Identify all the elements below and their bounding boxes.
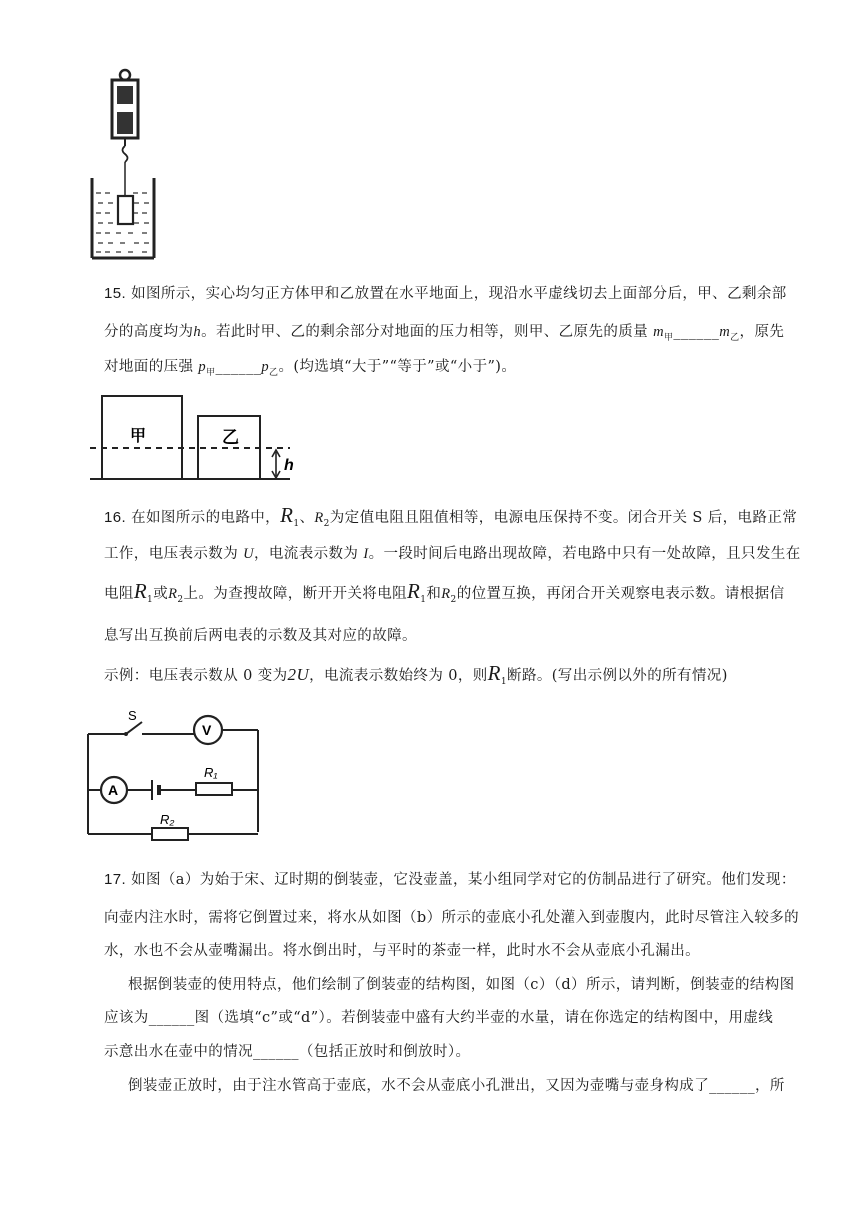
q17-text-7: 倒装壶正放时，由于注水管高于壶底，水不会从壶底小孔泄出，又因为壶嘴与壶身构成了______，所	[128, 1078, 785, 1094]
twoU-symbol: 2U	[287, 665, 310, 684]
R-symbol: R	[441, 586, 451, 602]
q15-text-1: 如图所示，实心均匀正方体甲和乙放置在水平地面上，现沿水平虚线切去上面部分后，甲、乙剩余部	[131, 286, 787, 302]
q17-text-4: 根据倒装壶的使用特点，他们绘制了倒装壶的结构图，如图（c）（d）所示，请判断，倒装壶的结构图	[128, 977, 795, 993]
example-text-a: 示例：电压表示数从 0 变为	[104, 668, 288, 684]
q15-number: 15.	[104, 285, 127, 302]
q15-line-2	[104, 322, 784, 348]
switch-label: S	[128, 708, 137, 723]
I-symbol: I	[363, 546, 369, 562]
sub-2: 2	[323, 519, 330, 529]
q17-line-7	[128, 1076, 785, 1096]
q16-text-3b: 上。为查搜故障，断开开关将电阻	[183, 586, 407, 602]
q17-text-6: 示意出水在壶中的情况______（包括正放时和倒放时）。	[104, 1044, 471, 1060]
q15-text-3b: 。(均选填“大于”“等于”或“小于”)。	[278, 359, 517, 375]
m-symbol: m	[719, 324, 731, 340]
q15-text-2c: ，原先	[739, 324, 785, 340]
q16-text-3a: 电阻	[104, 586, 134, 602]
sub-1: 1	[293, 519, 300, 529]
cubes-figure	[90, 390, 310, 486]
example-text-b: ，电流表示数始终为 0，则	[309, 668, 488, 684]
sub-yi: 乙	[269, 368, 279, 378]
sub-jia: 甲	[663, 333, 674, 343]
h-symbol: h	[193, 324, 202, 340]
r2-label: R₂	[160, 812, 175, 827]
sub-yi: 乙	[730, 333, 740, 343]
q15-text-3a: 对地面的压强	[104, 359, 194, 375]
q16-text-3c: 的位置互换，再闭合开关观察电表示数。请根据信	[456, 586, 785, 602]
R-symbol: R	[407, 579, 421, 603]
q17-line-4	[128, 975, 795, 995]
q16-line-2	[104, 544, 801, 564]
blank-pressure[interactable]: ______	[215, 359, 262, 375]
q17-line-3	[104, 941, 700, 961]
R-symbol: R	[133, 579, 148, 603]
sub-2: 2	[177, 595, 184, 605]
label-yi: 乙	[222, 428, 239, 447]
voltmeter-label: V	[202, 722, 212, 738]
q17-line-2	[104, 908, 799, 928]
q15-line-3	[104, 357, 516, 383]
q17-text-5: 应该为______图（选填“c”或“d”）。若倒装壶中盛有大约半壶的水量，请在你选定的结构图中，用虚线	[104, 1010, 774, 1026]
spring-scale-figure	[88, 66, 160, 262]
R-symbol: R	[487, 661, 501, 685]
q16-line-1	[104, 503, 798, 534]
m-symbol: m	[653, 324, 664, 340]
q16-text-2b: ，电流表示数为	[254, 546, 359, 562]
q15-line-1	[104, 284, 787, 304]
example-text-c: 断路。(写出示例以外的所有情况)	[507, 668, 728, 684]
q16-line-4	[104, 626, 417, 646]
or-text: 或	[153, 586, 169, 602]
sub-1: 1	[500, 677, 508, 687]
sub-jia: 甲	[206, 368, 216, 378]
q16-line-3	[104, 579, 785, 610]
q15-text-2b: 。若此时甲、乙的剩余部分对地面的压力相等，则甲、乙原先的质量	[201, 324, 649, 340]
label-jia: 甲	[130, 428, 147, 445]
separator: 、	[299, 510, 315, 526]
p-symbol: p	[198, 359, 207, 375]
q17-line-5	[104, 1008, 773, 1028]
q16-text-2a: 工作，电压表示数为	[104, 546, 239, 562]
ammeter-label: A	[108, 782, 119, 798]
and-text: 和	[426, 586, 442, 602]
q16-number: 16.	[104, 509, 127, 526]
q17-text-2: 向壶内注水时，需将它倒置过来，将水从如图（b）所示的壶底小孔处灌入到壶腹内，此时尽管注入较多的	[104, 910, 800, 926]
q17-line-1	[104, 870, 796, 890]
q15-text-2a: 分的高度均为	[104, 324, 194, 340]
q16-example	[104, 661, 728, 692]
q17-text-1: 如图（a）为始于宋、辽时期的倒装壶，它没壶盖，某小组同学对它的仿制品进行了研究。他们发现：	[131, 872, 796, 888]
sub-1: 1	[420, 595, 427, 605]
q17-line-6	[104, 1042, 470, 1062]
blank-mass[interactable]: ______	[673, 324, 720, 340]
p-symbol: p	[261, 359, 270, 375]
label-h: h	[284, 457, 294, 474]
circuit-figure	[80, 706, 270, 846]
q17-text-3: 水，水也不会从壶嘴漏出。将水倒出时，与平时的茶壶一样，此时水不会从壶底小孔漏出。	[104, 943, 700, 959]
q16-text-4: 息写出互换前后两电表的示数及其对应的故障。	[104, 628, 417, 644]
q17-number: 17.	[104, 871, 127, 888]
r1-label: R₁	[204, 765, 218, 780]
sub-1: 1	[147, 595, 154, 605]
sub-2: 2	[450, 595, 457, 605]
q16-text-2c: 。一段时间后电路出现故障，若电路中只有一处故障，且只发生在	[368, 546, 801, 562]
R-symbol: R	[168, 586, 178, 602]
q16-text-1a: 在如图所示的电路中，	[131, 510, 281, 526]
U-symbol: U	[243, 546, 254, 562]
q16-text-1b: 为定值电阻且阻值相等，电源电压保持不变。闭合开关 S 后，电路正常	[329, 510, 798, 526]
R-symbol: R	[314, 510, 324, 526]
R-symbol: R	[280, 503, 294, 527]
